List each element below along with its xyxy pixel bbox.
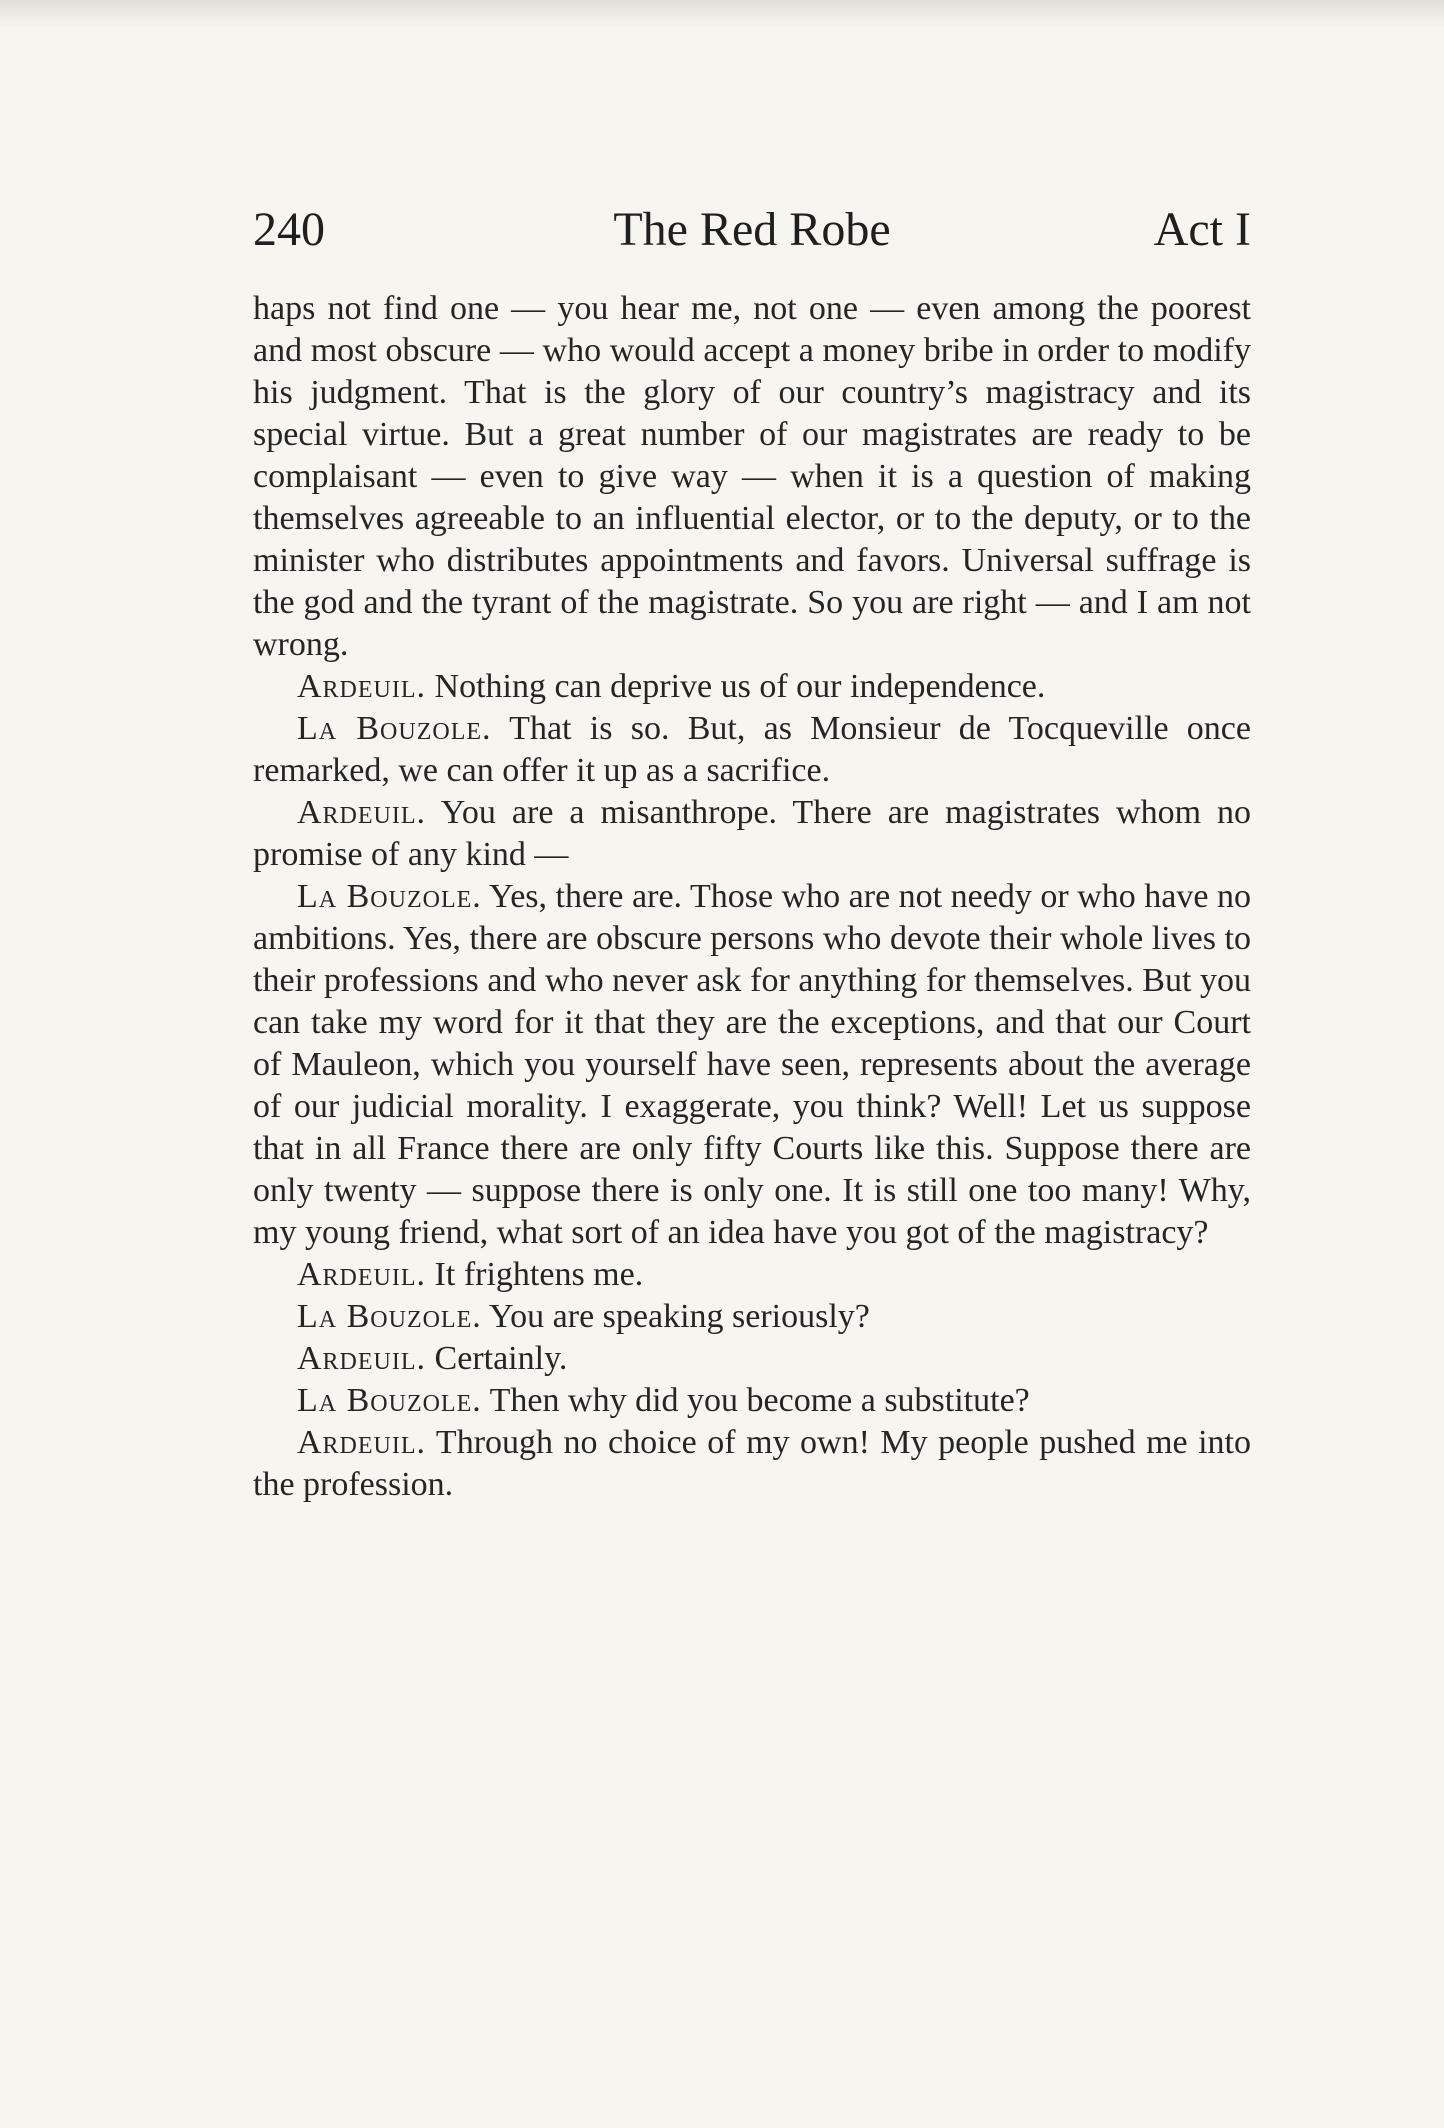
dialogue-text: Yes, there are. Those who are not needy or who have no ambitions. Yes, there are obscure persons who devote their whole lives to their professions and who never ask for anything for themselves. But you can take my word for it that they are the exceptions, and that our Court of Mauleon, which you yourself have seen, represents about the average of our judicial morality. I exaggerate, you think? Well! Let us suppose that in all France there are only fifty Courts like this. Suppose there are only twenty — suppose there is only one. It is still one too many! Why, my young friend, what sort of an idea have you got of the magistracy?: [253, 878, 1251, 1251]
dialogue-line: [253, 1380, 1251, 1422]
speaker-name: Ardeuil.: [297, 668, 427, 705]
dialogue-line: [253, 708, 1251, 792]
dialogue-line: [253, 1296, 1251, 1338]
speaker-name: La Bouzole.: [297, 878, 482, 915]
speaker-name: La Bouzole.: [297, 710, 492, 747]
dialogue-text: You are a misanthrope. There are magistrates whom no promise of any kind —: [253, 794, 1251, 873]
running-title: The Red Robe: [613, 203, 891, 256]
dialogue-line: [253, 1422, 1251, 1506]
dialogue-text: You are speaking seriously?: [481, 1298, 870, 1335]
dialogue-text: Then why did you become a substitute?: [481, 1382, 1030, 1419]
dialogue-text: Through no choice of my own! My people pushed me into the profession.: [253, 1424, 1251, 1503]
dialogue-line: [253, 666, 1251, 708]
paragraph-text: haps not find one — you hear me, not one — even among the poorest and most obscure — who would accept a money bribe in order to modify his judgment. That is the glory of our country’s magistracy and its special virtue. But a great number of our magistrates are ready to be complaisant — even to give way — when it is a question of making themselves agreeable to an influential elector, or to the deputy, or to the minister who distributes appointments and favors. Universal suffrage is the god and the tyrant of the magistrate. So you are right — and I am not wrong.: [253, 290, 1251, 663]
body-text: [253, 288, 1251, 1506]
speaker-name: Ardeuil.: [297, 1256, 427, 1293]
dialogue-line: [253, 792, 1251, 876]
page-number: 240: [253, 203, 325, 256]
dialogue-line: [253, 1254, 1251, 1296]
speaker-name: Ardeuil.: [297, 1424, 427, 1461]
speaker-name: Ardeuil.: [297, 794, 427, 831]
page-top-edge: [0, 0, 1444, 28]
dialogue-text: That is so. But, as Monsieur de Tocqueville once remarked, we can offer it up as a sacrifice.: [253, 710, 1251, 789]
page-header: [253, 195, 1251, 265]
dialogue-line: [253, 1338, 1251, 1380]
dialogue-text: Certainly.: [426, 1340, 568, 1377]
dialogue-line: [253, 876, 1251, 1254]
speaker-name: Ardeuil.: [297, 1340, 427, 1377]
speaker-name: La Bouzole.: [297, 1298, 482, 1335]
speaker-name: La Bouzole.: [297, 1382, 482, 1419]
dialogue-text: It frightens me.: [426, 1256, 644, 1293]
act-label: Act I: [1153, 203, 1251, 256]
paragraph: [253, 288, 1251, 666]
dialogue-text: Nothing can deprive us of our independence.: [426, 668, 1046, 705]
